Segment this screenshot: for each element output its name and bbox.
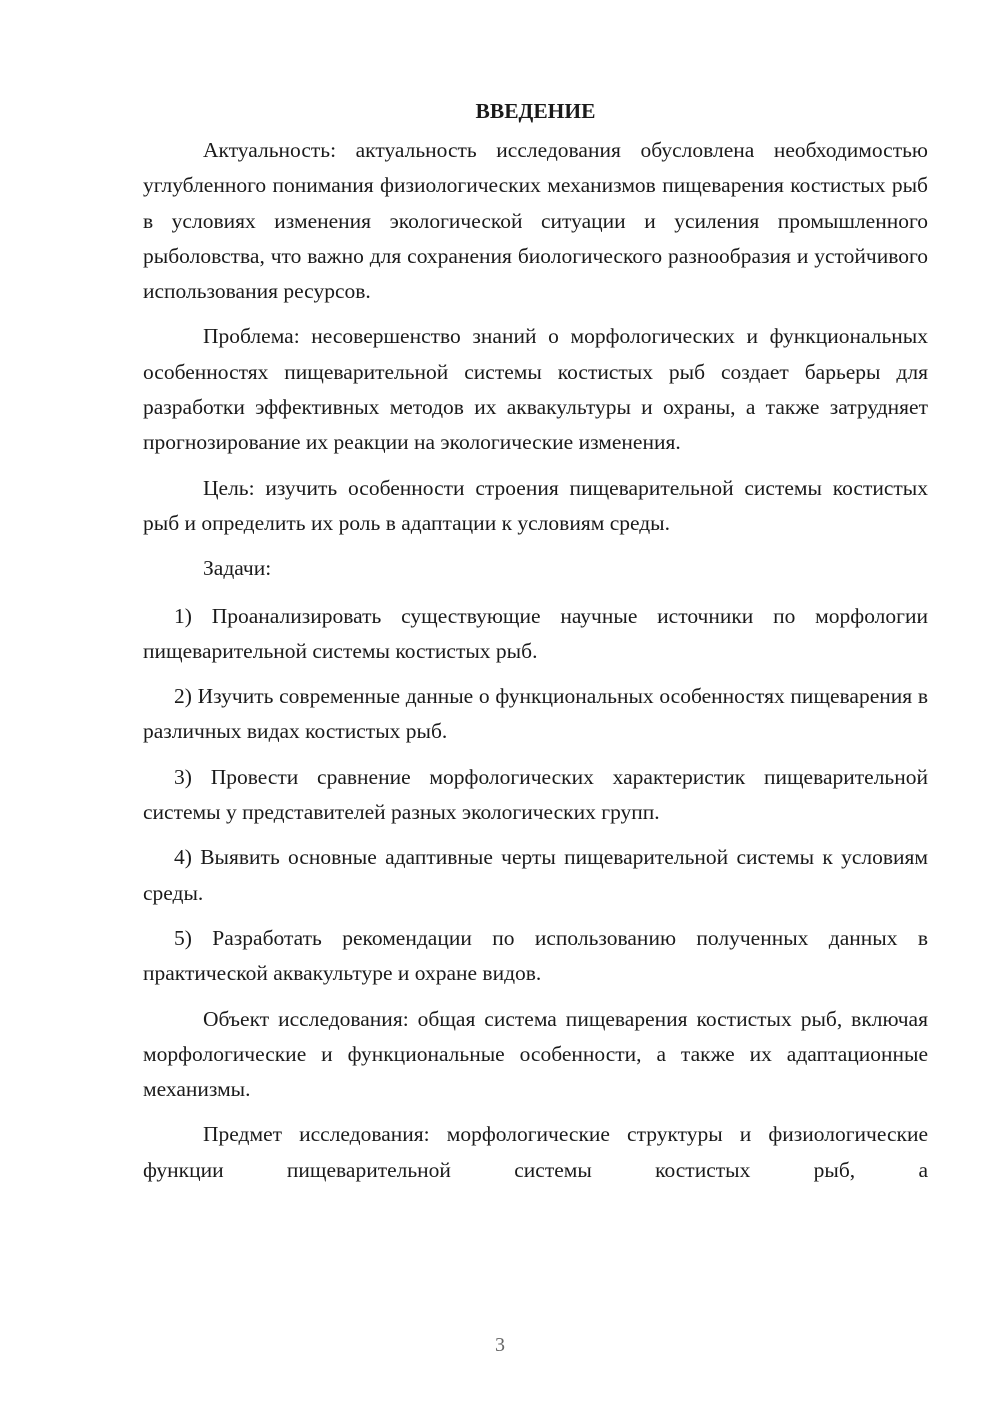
paragraph-relevance: Актуальность: актуальность исследования обусловлена необходимостью углубленного понимания физиологических механизмов пищеварения костистых рыб в условиях изменения экологической ситуации и усиления промышленного рыболовства, что важно для сохранения биологического разнообразия и устойчивого использования ресурсов. [143, 138, 928, 304]
task-item-3: 3) Провести сравнение морфологических характеристик пищеварительной системы у представителей разных экологических групп. [143, 764, 928, 825]
task-item-1: 1) Проанализировать существующие научные источники по морфологии пищеварительной системы костистых рыб. [143, 603, 928, 663]
task-item-2: 2) Изучить современные данные о функциональных особенностях пищеварения в различных видах костистых рыб. [143, 684, 928, 744]
task-item-4: 4) Выявить основные адаптивные черты пищеварительной системы к условиям среды. [143, 845, 928, 905]
page-title: ВВЕДЕНИЕ [475, 99, 596, 123]
document-page [143, 95, 928, 1198]
page-number: 3 [495, 1334, 505, 1356]
paragraph-subject: Предмет исследования: морфологические структуры и физиологические функции пищеварительной системы костистых рыб, а [143, 1122, 928, 1182]
task-item-5: 5) Разработать рекомендации по использованию полученных данных в практической аквакультуре и охране видов. [143, 925, 928, 986]
paragraph-problem: Проблема: несовершенство знаний о морфологических и функциональных особенностях пищеварительной системы костистых рыб создает барьеры для разработки эффективных методов их аквакультуры и охраны, а также затрудняет прогнозирование их реакции на экологические изменения. [143, 324, 928, 455]
paragraph-goal: Цель: изучить особенности строения пищеварительной системы костистых рыб и определить их роль в адаптации к условиям среды. [143, 475, 928, 535]
tasks-label: Задачи: [203, 556, 272, 581]
paragraph-object: Объект исследования: общая система пищеварения костистых рыб, включая морфологические и функциональные особенности, а также их адаптационные механизмы. [143, 1006, 928, 1102]
